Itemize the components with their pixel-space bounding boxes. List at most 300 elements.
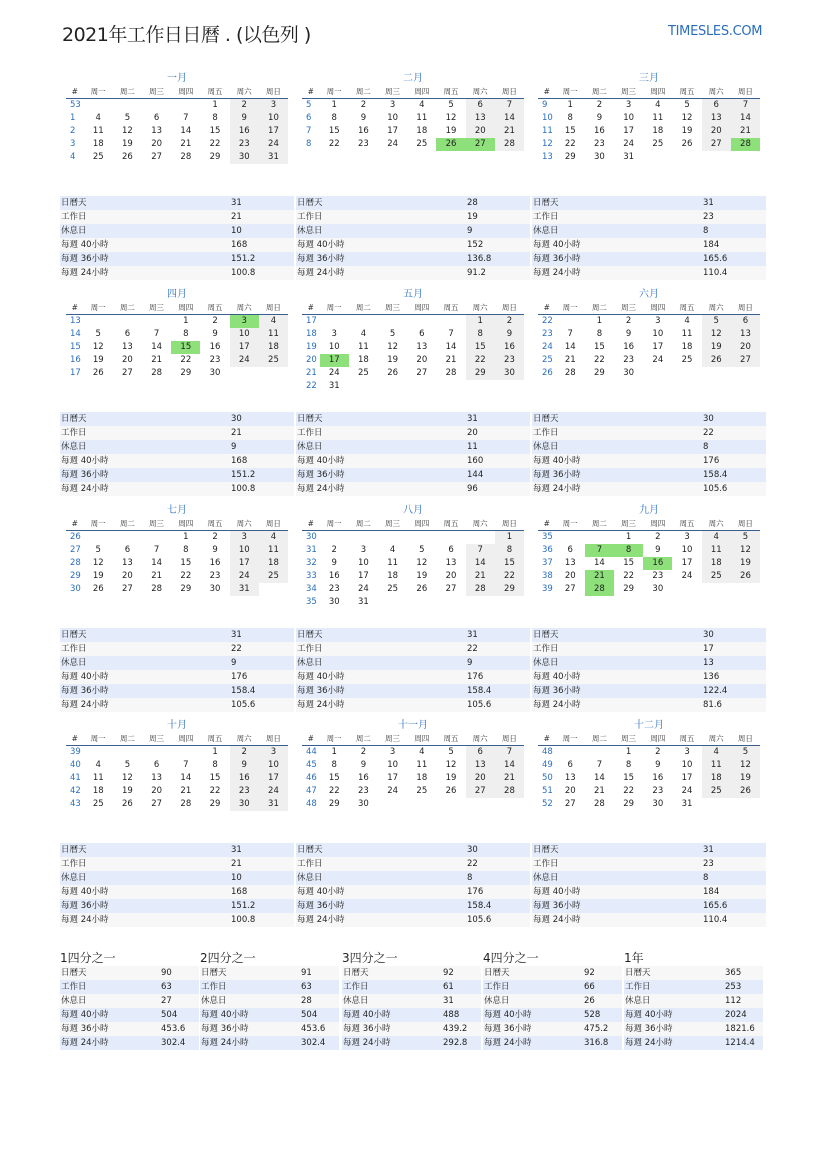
- day-cell[interactable]: 16: [209, 558, 221, 568]
- day-cell[interactable]: 6: [567, 545, 573, 555]
- day-cell[interactable]: 9: [655, 760, 661, 770]
- day-cell[interactable]: 14: [151, 558, 163, 568]
- day-cell[interactable]: 2: [655, 747, 661, 757]
- day-cell[interactable]: 31: [328, 381, 340, 391]
- day-cell[interactable]: [84, 746, 113, 759]
- day-cell[interactable]: 26: [122, 799, 133, 809]
- day-cell[interactable]: 24: [230, 570, 259, 583]
- day-cell[interactable]: [378, 380, 407, 393]
- day-cell[interactable]: [378, 798, 407, 811]
- day-cell[interactable]: 23: [652, 786, 664, 796]
- day-cell[interactable]: 10: [387, 760, 399, 770]
- day-cell[interactable]: 25: [92, 152, 104, 162]
- day-cell[interactable]: 1: [212, 100, 218, 110]
- day-cell[interactable]: 30: [623, 368, 635, 378]
- day-cell[interactable]: 31: [681, 799, 693, 809]
- day-cell[interactable]: 14: [466, 557, 495, 570]
- day-cell[interactable]: 25: [681, 355, 693, 365]
- day-cell[interactable]: 5: [95, 329, 101, 339]
- day-cell[interactable]: 2: [230, 99, 259, 112]
- day-cell[interactable]: 22: [623, 786, 635, 796]
- day-cell[interactable]: 6: [124, 329, 131, 339]
- day-cell[interactable]: 2: [230, 746, 259, 759]
- day-cell[interactable]: 24: [387, 786, 399, 796]
- day-cell[interactable]: 20: [466, 772, 495, 785]
- day-cell[interactable]: 27: [466, 138, 495, 151]
- day-cell[interactable]: 10: [230, 328, 259, 341]
- day-cell[interactable]: [171, 746, 200, 759]
- day-cell[interactable]: 1: [183, 532, 189, 542]
- day-cell[interactable]: 19: [92, 571, 104, 581]
- day-cell[interactable]: 17: [259, 125, 288, 138]
- day-cell[interactable]: 24: [652, 355, 664, 365]
- day-cell[interactable]: [407, 798, 436, 811]
- day-cell[interactable]: 8: [331, 113, 337, 123]
- day-cell[interactable]: 10: [328, 342, 340, 352]
- day-cell[interactable]: [731, 151, 760, 164]
- day-cell[interactable]: 14: [151, 342, 163, 352]
- day-cell[interactable]: 1: [495, 531, 524, 544]
- day-cell[interactable]: 15: [623, 558, 635, 568]
- day-cell[interactable]: 29: [466, 367, 495, 380]
- day-cell[interactable]: 13: [564, 558, 576, 568]
- day-cell[interactable]: 17: [681, 773, 693, 783]
- day-cell[interactable]: 23: [328, 584, 340, 594]
- day-cell[interactable]: [702, 798, 731, 811]
- day-cell[interactable]: 21: [180, 139, 192, 149]
- day-cell[interactable]: [466, 531, 495, 544]
- day-cell[interactable]: [585, 531, 614, 544]
- day-cell[interactable]: 20: [151, 786, 163, 796]
- day-cell[interactable]: 29: [495, 583, 524, 596]
- day-cell[interactable]: 8: [466, 328, 495, 341]
- day-cell[interactable]: 13: [564, 773, 576, 783]
- day-cell[interactable]: 2: [655, 532, 661, 542]
- day-cell[interactable]: 18: [92, 786, 104, 796]
- day-cell[interactable]: 13: [466, 112, 495, 125]
- day-cell[interactable]: 23: [594, 139, 605, 149]
- day-cell[interactable]: 23: [209, 571, 221, 581]
- day-cell[interactable]: [466, 380, 495, 393]
- day-cell[interactable]: 13: [702, 112, 731, 125]
- day-cell[interactable]: [556, 315, 585, 328]
- day-cell[interactable]: 5: [448, 747, 454, 757]
- day-cell[interactable]: 5: [95, 545, 101, 555]
- day-cell[interactable]: 27: [466, 785, 495, 798]
- day-cell[interactable]: 5: [684, 100, 690, 110]
- day-cell[interactable]: 15: [180, 558, 192, 568]
- day-cell[interactable]: 18: [681, 342, 693, 352]
- day-cell[interactable]: 8: [183, 329, 189, 339]
- day-cell[interactable]: 21: [495, 125, 524, 138]
- day-cell[interactable]: 4: [389, 545, 396, 555]
- day-cell[interactable]: 9: [495, 328, 524, 341]
- day-cell[interactable]: 7: [731, 99, 760, 112]
- day-cell[interactable]: 30: [209, 584, 221, 594]
- brand-logo-text[interactable]: TIMESLES.COM: [668, 24, 763, 39]
- day-cell[interactable]: 14: [495, 112, 524, 125]
- day-cell[interactable]: 16: [358, 126, 369, 136]
- day-cell[interactable]: 14: [180, 773, 192, 783]
- day-cell[interactable]: 30: [209, 368, 221, 378]
- day-cell[interactable]: 9: [230, 112, 259, 125]
- day-cell[interactable]: 5: [731, 531, 760, 544]
- day-cell[interactable]: 28: [180, 152, 192, 162]
- day-cell[interactable]: 23: [358, 786, 369, 796]
- day-cell[interactable]: 2: [212, 316, 218, 326]
- day-cell[interactable]: 13: [416, 342, 428, 352]
- day-cell[interactable]: 27: [122, 584, 133, 594]
- day-cell[interactable]: 19: [681, 126, 693, 136]
- day-cell[interactable]: 24: [358, 584, 369, 594]
- day-cell[interactable]: 17: [230, 557, 259, 570]
- day-cell[interactable]: 1: [331, 747, 337, 757]
- day-cell[interactable]: 22: [328, 139, 340, 149]
- day-cell[interactable]: 8: [183, 545, 189, 555]
- day-cell[interactable]: 21: [731, 125, 760, 138]
- day-cell[interactable]: 11: [358, 342, 369, 352]
- day-cell[interactable]: 15: [209, 773, 221, 783]
- day-cell[interactable]: 29: [594, 368, 605, 378]
- day-cell[interactable]: 6: [124, 545, 131, 555]
- day-cell[interactable]: 7: [183, 113, 189, 123]
- day-cell[interactable]: 2: [495, 315, 524, 328]
- day-cell[interactable]: 19: [731, 772, 760, 785]
- day-cell[interactable]: 18: [387, 571, 399, 581]
- day-cell[interactable]: 2: [596, 100, 603, 110]
- day-cell[interactable]: [142, 99, 171, 112]
- day-cell[interactable]: [466, 596, 495, 609]
- day-cell[interactable]: 8: [331, 760, 337, 770]
- day-cell[interactable]: 26: [445, 786, 457, 796]
- day-cell[interactable]: [731, 367, 760, 380]
- day-cell[interactable]: 8: [212, 760, 218, 770]
- day-cell[interactable]: 26: [122, 152, 133, 162]
- day-cell[interactable]: 8: [495, 544, 524, 557]
- day-cell[interactable]: 20: [702, 125, 731, 138]
- day-cell[interactable]: 17: [387, 126, 399, 136]
- day-cell[interactable]: 3: [230, 315, 259, 328]
- day-cell[interactable]: [407, 531, 436, 544]
- day-cell[interactable]: 13: [151, 126, 163, 136]
- day-cell[interactable]: [378, 596, 407, 609]
- day-cell[interactable]: [349, 380, 378, 393]
- day-cell[interactable]: 16: [358, 773, 369, 783]
- day-cell[interactable]: 13: [731, 328, 760, 341]
- day-cell[interactable]: 14: [594, 558, 605, 568]
- day-cell[interactable]: 29: [623, 799, 635, 809]
- day-cell[interactable]: 25: [702, 785, 731, 798]
- day-cell[interactable]: 28: [466, 583, 495, 596]
- day-cell[interactable]: 19: [122, 786, 133, 796]
- day-cell[interactable]: 16: [328, 571, 340, 581]
- day-cell[interactable]: 17: [652, 342, 664, 352]
- day-cell[interactable]: 23: [495, 354, 524, 367]
- day-cell[interactable]: 25: [259, 354, 288, 367]
- day-cell[interactable]: [436, 596, 465, 609]
- day-cell[interactable]: [495, 380, 524, 393]
- day-cell[interactable]: 27: [445, 584, 457, 594]
- day-cell[interactable]: 1: [596, 316, 603, 326]
- day-cell[interactable]: 12: [731, 544, 760, 557]
- day-cell[interactable]: 11: [652, 113, 664, 123]
- day-cell[interactable]: 10: [358, 558, 369, 568]
- day-cell[interactable]: 27: [731, 354, 760, 367]
- day-cell[interactable]: 26: [681, 139, 693, 149]
- day-cell[interactable]: 16: [594, 126, 605, 136]
- day-cell[interactable]: 6: [153, 760, 160, 770]
- day-cell[interactable]: 12: [92, 342, 104, 352]
- day-cell[interactable]: 30: [652, 799, 664, 809]
- day-cell[interactable]: 22: [328, 786, 340, 796]
- day-cell[interactable]: 14: [594, 773, 605, 783]
- day-cell[interactable]: 21: [585, 570, 614, 583]
- day-cell[interactable]: 10: [259, 112, 288, 125]
- day-cell[interactable]: [436, 380, 465, 393]
- day-cell[interactable]: 17: [623, 126, 635, 136]
- day-cell[interactable]: 28: [445, 368, 457, 378]
- day-cell[interactable]: 26: [387, 368, 399, 378]
- day-cell[interactable]: 15: [495, 557, 524, 570]
- day-cell[interactable]: [585, 746, 614, 759]
- day-cell[interactable]: 11: [92, 126, 104, 136]
- day-cell[interactable]: 24: [681, 786, 693, 796]
- day-cell[interactable]: 29: [180, 368, 192, 378]
- day-cell[interactable]: 17: [320, 354, 349, 367]
- day-cell[interactable]: 3: [259, 746, 288, 759]
- day-cell[interactable]: 22: [466, 354, 495, 367]
- day-cell[interactable]: 1: [625, 747, 632, 757]
- day-cell[interactable]: 30: [230, 798, 259, 811]
- day-cell[interactable]: 24: [230, 354, 259, 367]
- day-cell[interactable]: 10: [230, 544, 259, 557]
- day-cell[interactable]: 10: [652, 329, 664, 339]
- day-cell[interactable]: 15: [328, 773, 340, 783]
- day-cell[interactable]: 9: [331, 558, 337, 568]
- day-cell[interactable]: 7: [596, 760, 603, 770]
- day-cell[interactable]: 22: [209, 786, 221, 796]
- day-cell[interactable]: 30: [652, 584, 664, 594]
- day-cell[interactable]: 3: [389, 100, 396, 110]
- day-cell[interactable]: 28: [731, 138, 760, 151]
- day-cell[interactable]: 1: [212, 747, 218, 757]
- day-cell[interactable]: 22: [209, 139, 221, 149]
- day-cell[interactable]: 18: [92, 139, 104, 149]
- day-cell[interactable]: 22: [180, 355, 192, 365]
- day-cell[interactable]: 29: [328, 799, 340, 809]
- day-cell[interactable]: 18: [358, 355, 369, 365]
- day-cell[interactable]: [556, 531, 585, 544]
- day-cell[interactable]: 12: [731, 759, 760, 772]
- day-cell[interactable]: 4: [95, 113, 101, 123]
- day-cell[interactable]: 22: [495, 570, 524, 583]
- day-cell[interactable]: [436, 798, 465, 811]
- day-cell[interactable]: 17: [681, 558, 693, 568]
- day-cell[interactable]: 27: [151, 152, 163, 162]
- day-cell[interactable]: 26: [416, 584, 428, 594]
- day-cell[interactable]: [495, 596, 524, 609]
- day-cell[interactable]: 6: [466, 99, 495, 112]
- day-cell[interactable]: 26: [92, 584, 104, 594]
- day-cell[interactable]: 20: [564, 571, 576, 581]
- day-cell[interactable]: [113, 315, 142, 328]
- day-cell[interactable]: 2: [212, 532, 218, 542]
- day-cell[interactable]: 18: [702, 557, 731, 570]
- day-cell[interactable]: 28: [151, 368, 163, 378]
- day-cell[interactable]: [378, 315, 407, 328]
- day-cell[interactable]: 11: [681, 329, 693, 339]
- day-cell[interactable]: 29: [209, 799, 221, 809]
- day-cell[interactable]: 22: [594, 355, 605, 365]
- day-cell[interactable]: 5: [448, 100, 454, 110]
- day-cell[interactable]: 29: [623, 584, 635, 594]
- day-cell[interactable]: 30: [328, 597, 340, 607]
- day-cell[interactable]: 2: [360, 747, 367, 757]
- day-cell[interactable]: 12: [445, 760, 457, 770]
- day-cell[interactable]: 23: [652, 571, 664, 581]
- day-cell[interactable]: 25: [259, 570, 288, 583]
- day-cell[interactable]: 21: [445, 355, 457, 365]
- day-cell[interactable]: [113, 531, 142, 544]
- day-cell[interactable]: [466, 798, 495, 811]
- day-cell[interactable]: [672, 367, 701, 380]
- day-cell[interactable]: 27: [122, 368, 133, 378]
- day-cell[interactable]: 31: [259, 151, 288, 164]
- day-cell[interactable]: [672, 151, 701, 164]
- day-cell[interactable]: 9: [230, 759, 259, 772]
- day-cell[interactable]: 28: [564, 368, 576, 378]
- day-cell[interactable]: 1: [625, 532, 632, 542]
- day-cell[interactable]: 28: [585, 583, 614, 596]
- day-cell[interactable]: [84, 531, 113, 544]
- day-cell[interactable]: 5: [124, 113, 131, 123]
- day-cell[interactable]: 21: [594, 786, 605, 796]
- day-cell[interactable]: [407, 596, 436, 609]
- day-cell[interactable]: 27: [564, 584, 576, 594]
- day-cell[interactable]: 14: [731, 112, 760, 125]
- day-cell[interactable]: 8: [614, 544, 643, 557]
- day-cell[interactable]: 27: [151, 799, 163, 809]
- day-cell[interactable]: 6: [419, 329, 425, 339]
- day-cell[interactable]: 27: [702, 138, 731, 151]
- day-cell[interactable]: 10: [259, 759, 288, 772]
- day-cell[interactable]: [349, 315, 378, 328]
- day-cell[interactable]: [407, 380, 436, 393]
- day-cell[interactable]: 13: [151, 773, 163, 783]
- day-cell[interactable]: 7: [585, 544, 614, 557]
- day-cell[interactable]: 3: [389, 747, 396, 757]
- day-cell[interactable]: 4: [419, 747, 425, 757]
- day-cell[interactable]: 11: [259, 544, 288, 557]
- day-cell[interactable]: 19: [387, 355, 399, 365]
- day-cell[interactable]: 4: [259, 531, 288, 544]
- day-cell[interactable]: 7: [448, 329, 454, 339]
- day-cell[interactable]: 30: [495, 367, 524, 380]
- day-cell[interactable]: 3: [230, 531, 259, 544]
- day-cell[interactable]: [731, 798, 760, 811]
- day-cell[interactable]: [142, 746, 171, 759]
- day-cell[interactable]: 31: [623, 152, 635, 162]
- day-cell[interactable]: 16: [230, 125, 259, 138]
- day-cell[interactable]: 16: [209, 342, 221, 352]
- day-cell[interactable]: 25: [416, 786, 428, 796]
- day-cell[interactable]: [702, 367, 731, 380]
- day-cell[interactable]: 2: [360, 100, 367, 110]
- day-cell[interactable]: 8: [212, 113, 218, 123]
- day-cell[interactable]: [349, 531, 378, 544]
- day-cell[interactable]: [672, 583, 701, 596]
- day-cell[interactable]: 4: [655, 100, 661, 110]
- day-cell[interactable]: 20: [731, 341, 760, 354]
- day-cell[interactable]: 20: [416, 355, 428, 365]
- day-cell[interactable]: 21: [466, 570, 495, 583]
- day-cell[interactable]: 17: [358, 571, 369, 581]
- day-cell[interactable]: 23: [209, 355, 221, 365]
- day-cell[interactable]: 14: [445, 342, 457, 352]
- day-cell[interactable]: [436, 315, 465, 328]
- day-cell[interactable]: 6: [567, 760, 573, 770]
- day-cell[interactable]: 25: [702, 570, 731, 583]
- day-cell[interactable]: 31: [259, 798, 288, 811]
- day-cell[interactable]: [171, 99, 200, 112]
- day-cell[interactable]: 21: [151, 571, 163, 581]
- day-cell[interactable]: [378, 531, 407, 544]
- day-cell[interactable]: 19: [92, 355, 104, 365]
- day-cell[interactable]: 17: [387, 773, 399, 783]
- day-cell[interactable]: 15: [328, 126, 340, 136]
- day-cell[interactable]: 22: [623, 571, 635, 581]
- day-cell[interactable]: 26: [436, 138, 465, 151]
- day-cell[interactable]: 4: [684, 316, 690, 326]
- day-cell[interactable]: 10: [623, 113, 635, 123]
- day-cell[interactable]: [495, 798, 524, 811]
- day-cell[interactable]: 3: [360, 545, 367, 555]
- day-cell[interactable]: 9: [596, 113, 603, 123]
- day-cell[interactable]: 23: [230, 138, 259, 151]
- day-cell[interactable]: 6: [448, 545, 454, 555]
- day-cell[interactable]: 15: [564, 126, 576, 136]
- day-cell[interactable]: 11: [416, 113, 428, 123]
- day-cell[interactable]: 6: [702, 99, 731, 112]
- day-cell[interactable]: 21: [151, 355, 163, 365]
- day-cell[interactable]: 9: [360, 760, 367, 770]
- day-cell[interactable]: 6: [466, 746, 495, 759]
- day-cell[interactable]: 3: [655, 316, 661, 326]
- day-cell[interactable]: 25: [358, 368, 369, 378]
- day-cell[interactable]: 19: [416, 571, 428, 581]
- day-cell[interactable]: 9: [625, 329, 632, 339]
- day-cell[interactable]: 22: [180, 571, 192, 581]
- day-cell[interactable]: 28: [594, 799, 605, 809]
- day-cell[interactable]: 17: [230, 341, 259, 354]
- day-cell[interactable]: 28: [495, 138, 524, 151]
- day-cell[interactable]: 24: [387, 139, 399, 149]
- day-cell[interactable]: 12: [681, 113, 693, 123]
- day-cell[interactable]: 5: [389, 329, 396, 339]
- day-cell[interactable]: 23: [230, 785, 259, 798]
- day-cell[interactable]: 15: [594, 342, 605, 352]
- day-cell[interactable]: 19: [445, 773, 457, 783]
- day-cell[interactable]: 20: [445, 571, 457, 581]
- day-cell[interactable]: 16: [230, 772, 259, 785]
- day-cell[interactable]: 4: [360, 329, 367, 339]
- day-cell[interactable]: 3: [684, 532, 690, 542]
- day-cell[interactable]: 26: [92, 368, 104, 378]
- day-cell[interactable]: [142, 315, 171, 328]
- day-cell[interactable]: 7: [153, 329, 160, 339]
- day-cell[interactable]: 8: [625, 760, 632, 770]
- day-cell[interactable]: 4: [259, 315, 288, 328]
